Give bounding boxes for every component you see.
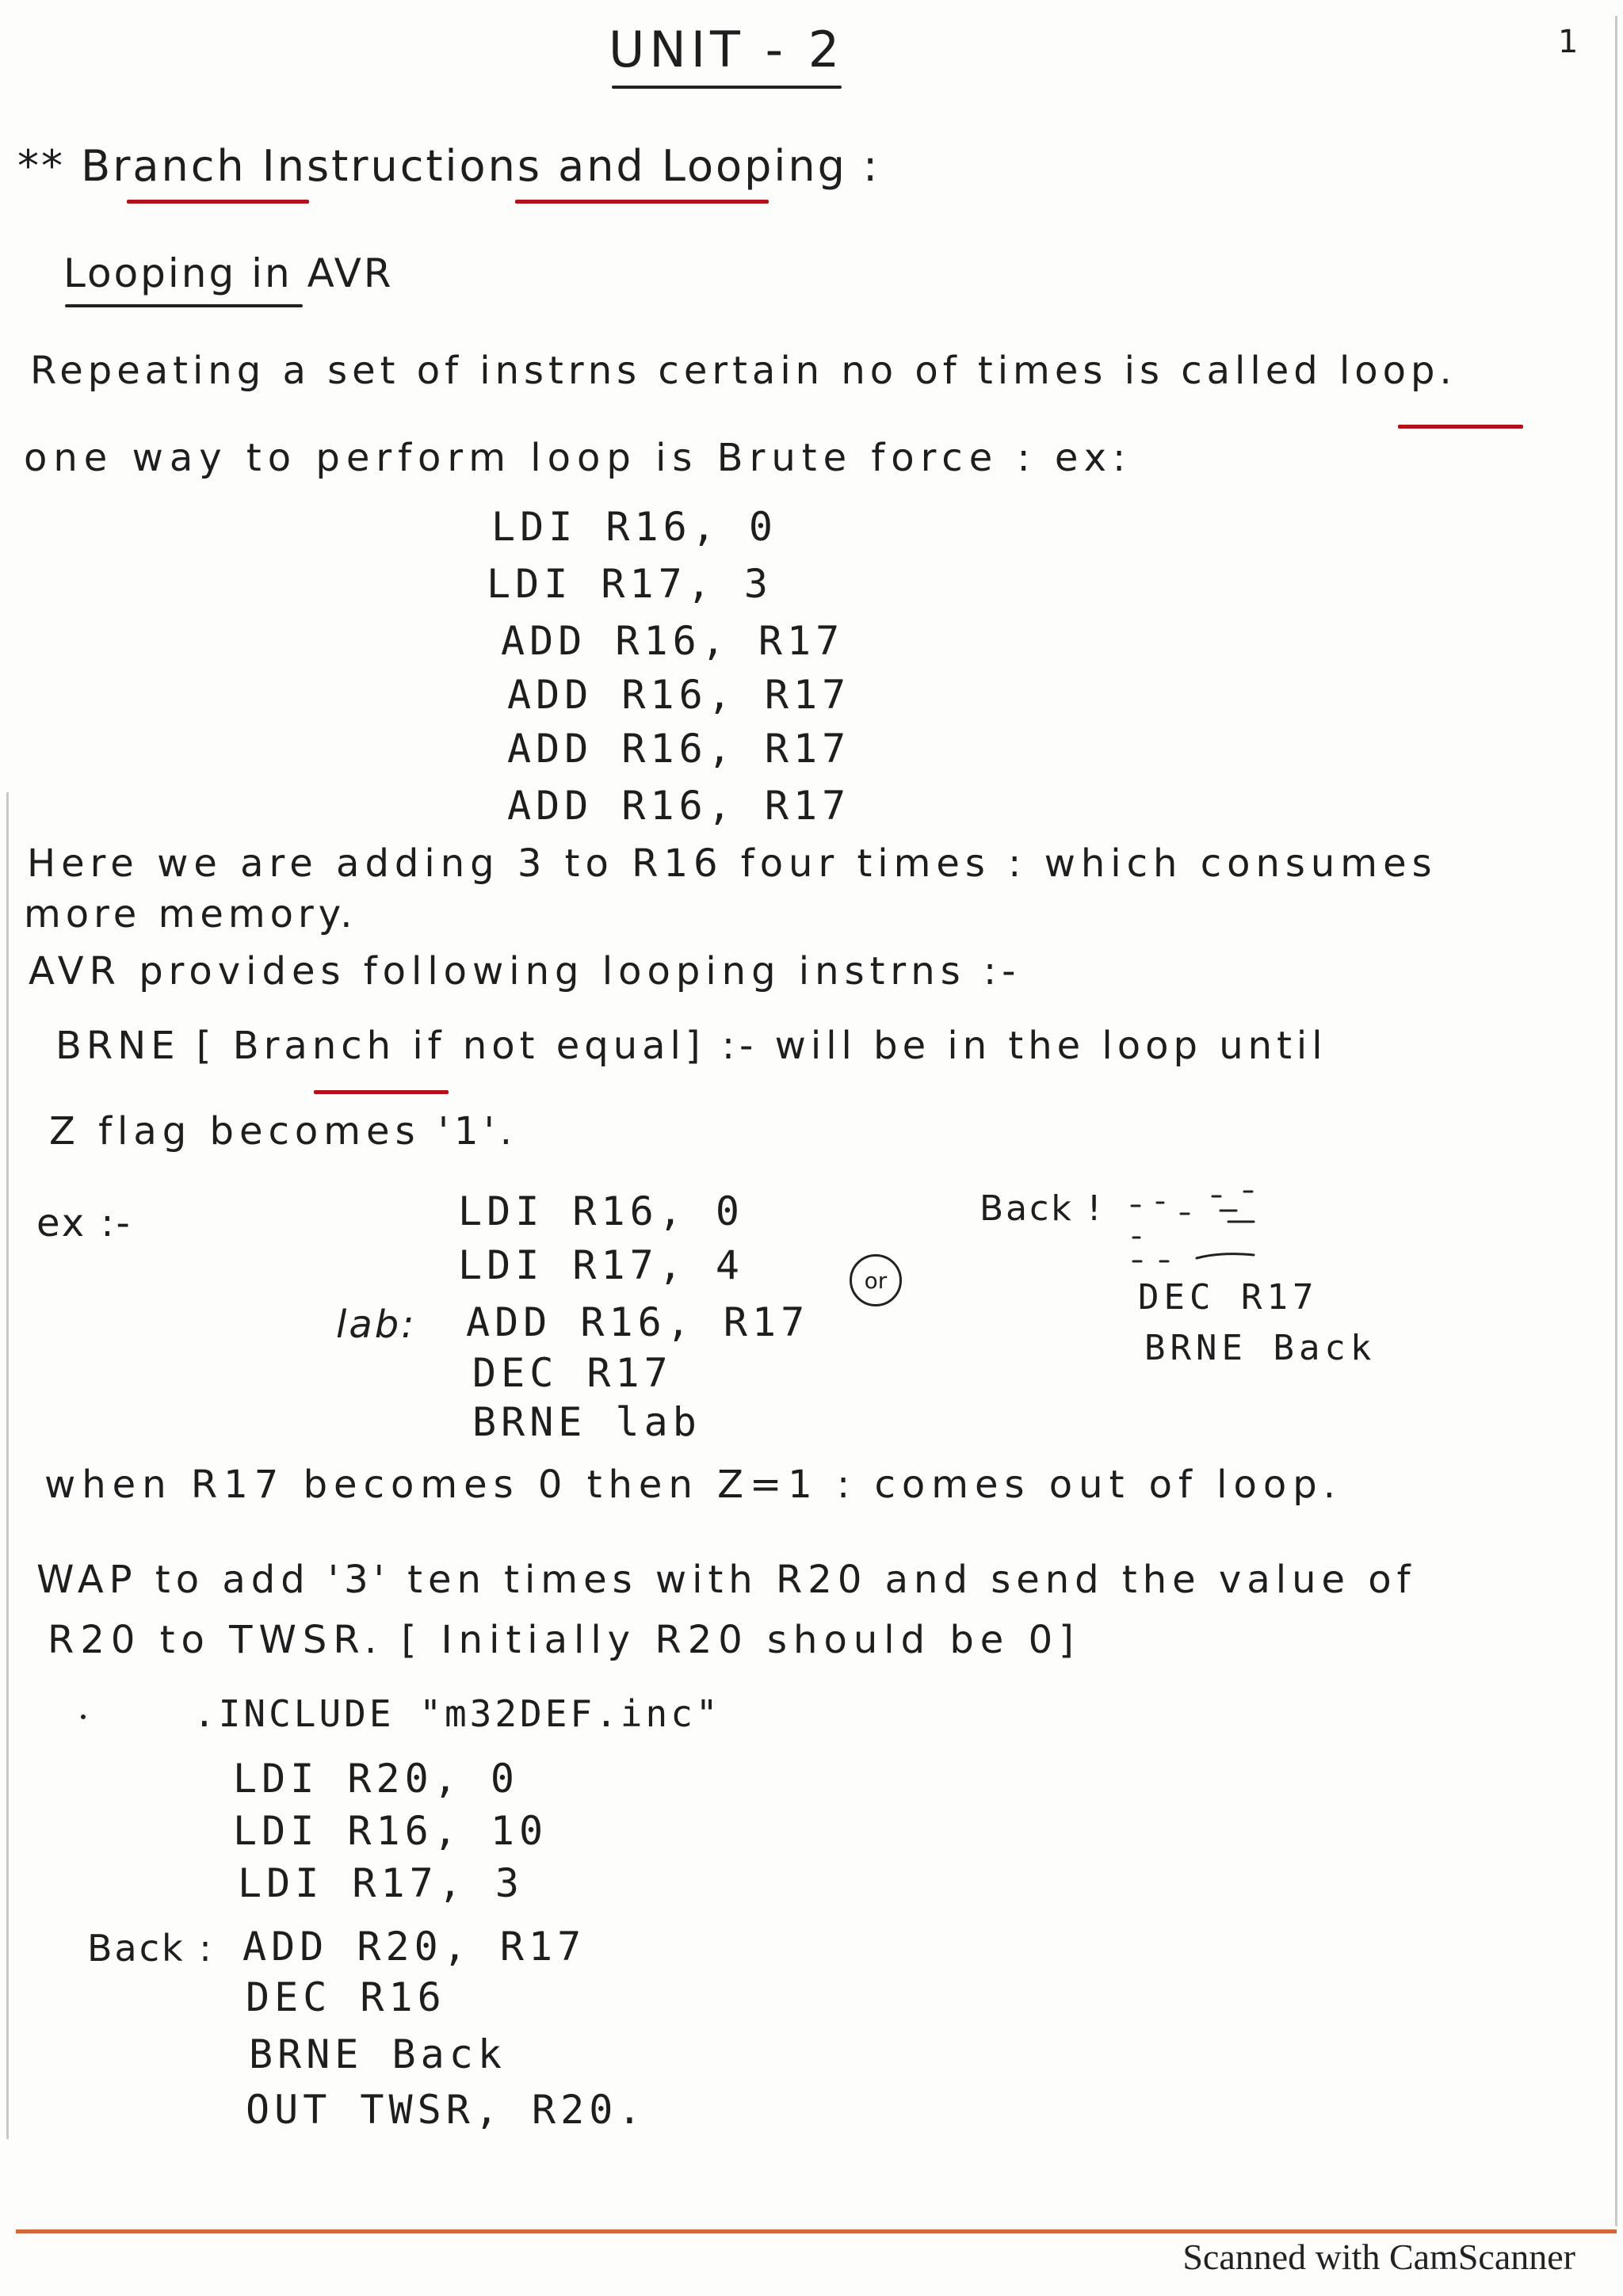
wap-code-line: ADD R20, R17 xyxy=(242,1924,586,1970)
branch-underline xyxy=(314,1090,449,1094)
example-label: ex :- xyxy=(36,1201,132,1245)
explanation-line-4: BRNE [ Branch if not equal] :- will be in the loop until xyxy=(55,1024,1327,1068)
wap-line-1: WAP to add '3' ten times with R20 and send the value of xyxy=(36,1558,1416,1602)
scribble-placeholder xyxy=(1125,1182,1284,1277)
explanation-line-2: more memory. xyxy=(24,892,357,936)
code-line: LDI R17, 3 xyxy=(487,561,773,607)
stray-dot xyxy=(81,1714,86,1719)
wap-code-line: BRNE Back xyxy=(249,2031,506,2077)
explanation-line-5: Z flag becomes '1'. xyxy=(49,1109,518,1154)
intro-line-1: Repeating a set of instrns certain no of times is called loop. xyxy=(30,349,1457,393)
scan-edge-left xyxy=(6,792,9,2139)
page-title: UNIT - 2 xyxy=(609,21,845,78)
alt-code-line: DEC R17 xyxy=(1138,1277,1319,1318)
scan-bottom-bar xyxy=(16,2229,1617,2233)
example-code-line: DEC R17 xyxy=(472,1350,673,1396)
intro-line-2: one way to perform loop is Brute force : ex: xyxy=(24,436,1132,480)
or-label: or xyxy=(864,1267,888,1294)
subheading: Looping in AVR xyxy=(63,250,394,296)
heading-underline-instructions xyxy=(515,200,769,204)
explanation-line-3: AVR provides following looping instrns :- xyxy=(29,949,1022,994)
example-conclusion: when R17 becomes 0 then Z=1 : comes out of loop. xyxy=(44,1463,1342,1507)
wap-code-line: DEC R16 xyxy=(246,1974,446,2020)
wap-code-line: LDI R17, 3 xyxy=(238,1860,525,1906)
camscanner-watermark: Scanned with CamScanner xyxy=(1182,2237,1575,2277)
back-label: Back : xyxy=(87,1927,214,1970)
code-line: ADD R16, R17 xyxy=(501,618,845,664)
heading-underline-branch xyxy=(127,200,309,204)
title-underline xyxy=(612,86,842,89)
code-line: ADD R16, R17 xyxy=(507,672,851,718)
subheading-underline xyxy=(65,304,303,307)
alt-code-line: BRNE Back xyxy=(1144,1328,1377,1368)
or-circle xyxy=(850,1254,902,1306)
example-code-line: LDI R16, 0 xyxy=(458,1188,745,1234)
wap-code-line: LDI R20, 0 xyxy=(233,1756,520,1802)
loop-underline xyxy=(1398,425,1523,429)
section-heading: ** Branch Instructions and Looping : xyxy=(17,141,880,191)
scan-edge-right xyxy=(1615,16,1617,2226)
alt-label-back: Back ! xyxy=(980,1188,1104,1229)
example-code-line: ADD R16, R17 xyxy=(466,1299,810,1345)
example-code-line: LDI R17, 4 xyxy=(458,1242,745,1288)
include-directive: .INCLUDE "m32DEF.inc" xyxy=(193,1692,721,1735)
explanation-line-1: Here we are adding 3 to R16 four times : which consumes xyxy=(27,841,1438,886)
wap-code-line: OUT TWSR, R20. xyxy=(246,2087,647,2133)
wap-line-2: R20 to TWSR. [ Initially R20 should be 0] xyxy=(48,1618,1080,1662)
code-line: LDI R16, 0 xyxy=(491,504,778,550)
code-line: ADD R16, R17 xyxy=(507,726,851,772)
wap-code-line: LDI R16, 10 xyxy=(233,1808,548,1854)
example-code-line: BRNE lab xyxy=(472,1399,701,1445)
code-line: ADD R16, R17 xyxy=(507,783,851,829)
loop-label-lab: lab: xyxy=(336,1302,417,1347)
page-number: 1 xyxy=(1558,24,1581,60)
